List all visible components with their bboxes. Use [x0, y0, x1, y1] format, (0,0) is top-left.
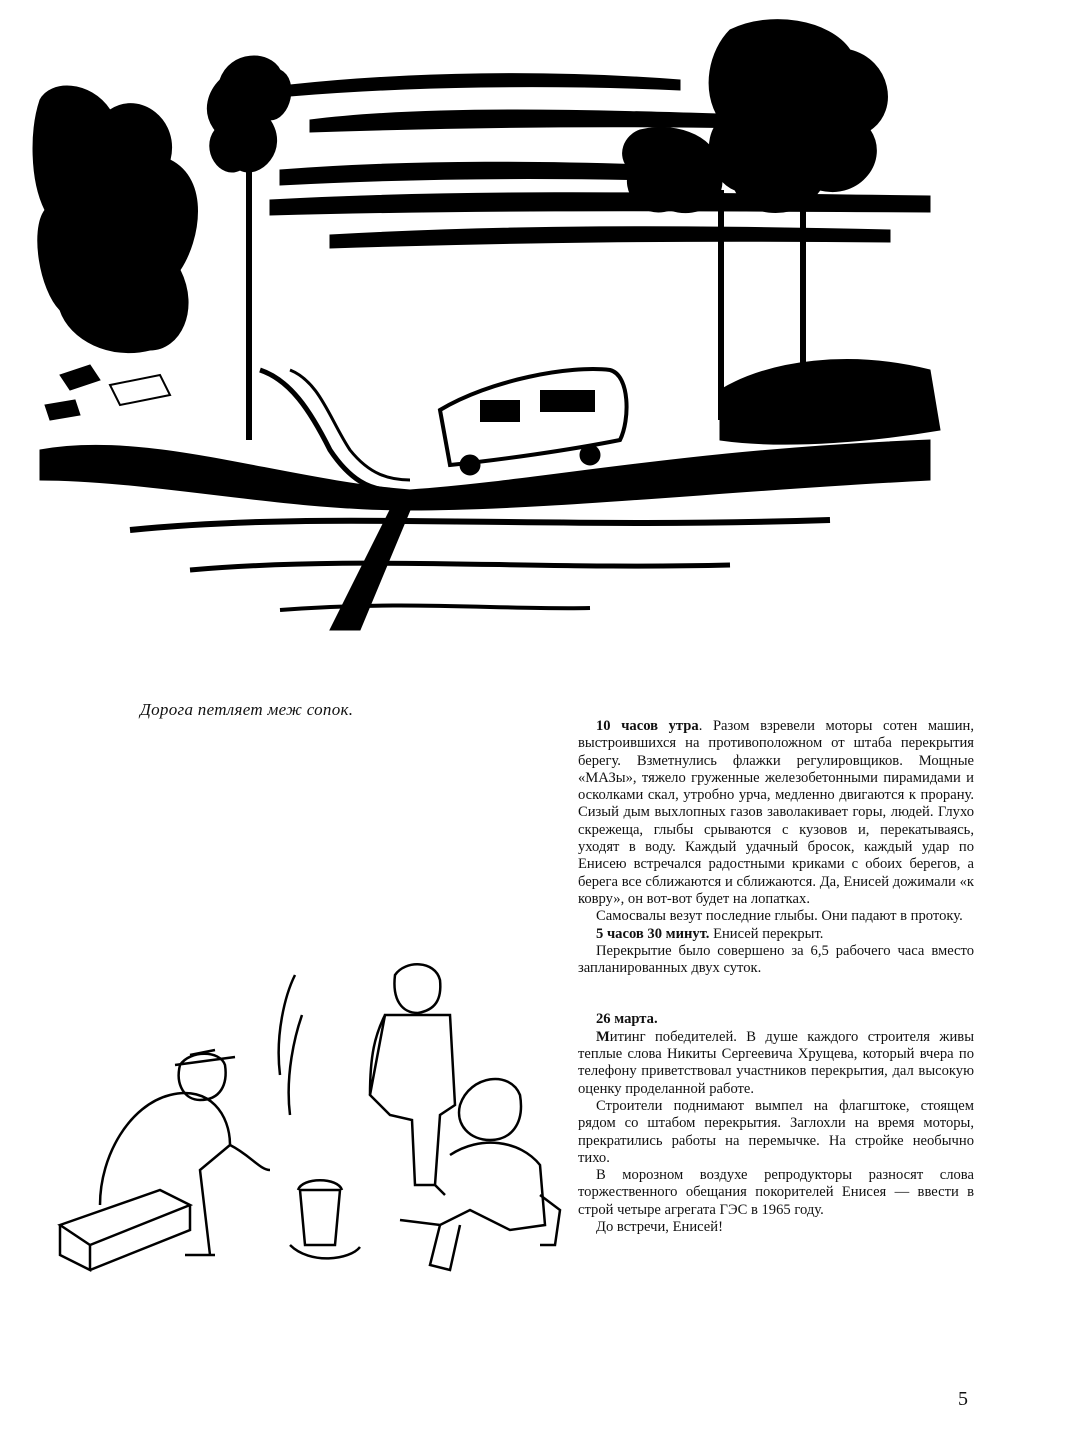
paragraph-8: До встречи, Енисей!: [596, 1219, 723, 1236]
paragraph-1-text: . Разом взревели моторы сотен машин, выстроившихся на противоположном от штаба перекрытия берегу. Взметнулись флажки регулировщиков. Мощные «МАЗы», тяжело груженные железобетонными пирамидами и осколками скал, утробно урча, медленно двигаются к прорану. Сизый дым выхлопных газов заволакивает горы, людей. Глухо скрежеща, глыбы срываются с кузовов и, перекатываясь, уходят в воду. Каждый удачный бросок, каждый удар по Енисею встречался радостными криками с обоих берегов, а берега все сближаются и сближаются. Да, Енисей дожимали «к ковру», он вот-вот будет на лопатках.: [578, 718, 974, 907]
paragraph-2: Самосвалы везут последние глыбы. Они падают в протоку.: [596, 908, 963, 925]
workers-illustration: [40, 955, 570, 1285]
page-number: 5: [958, 1388, 968, 1410]
time-heading-2: 5 часов 30 минут.: [596, 925, 710, 942]
illustration-caption: Дорога петляет меж сопок.: [140, 700, 354, 719]
paragraph-4: Перекрытие было совершено за 6,5 рабочего часа вместо запланированных двух суток.: [578, 942, 974, 977]
article-text: [578, 718, 974, 1236]
date-heading: 26 марта.: [596, 1011, 658, 1028]
time-heading-1: 10 часов утра: [596, 718, 699, 734]
paragraph-1: [578, 718, 974, 908]
paragraph-3-text: Енисей перекрыт.: [709, 925, 824, 942]
paragraph-5: [578, 1029, 974, 1098]
landscape-illustration: [30, 10, 980, 650]
paragraph-3: [578, 926, 974, 943]
paragraph-6: Строители поднимают вымпел на флагштоке, стоящем рядом со штабом перекрытия. Заглохли на время моторы, прекратились работы на перемычке. На стройке необычно тихо.: [578, 1097, 974, 1166]
section-gap: [578, 977, 974, 1011]
drop-cap: М: [596, 1028, 610, 1045]
paragraph-5-text: итинг победителей. В душе каждого строителя живы теплые слова Никиты Сергеевича Хрущева, который вчера по телефону приветствовал участников перекрытия, дал высокую оценку проделанной работе.: [578, 1028, 974, 1097]
paragraph-7: В морозном воздухе репродукторы разносят слова торжественного обещания покорителей Енисея — ввести в строй четыре агрегата ГЭС в 1965 году.: [578, 1167, 974, 1218]
